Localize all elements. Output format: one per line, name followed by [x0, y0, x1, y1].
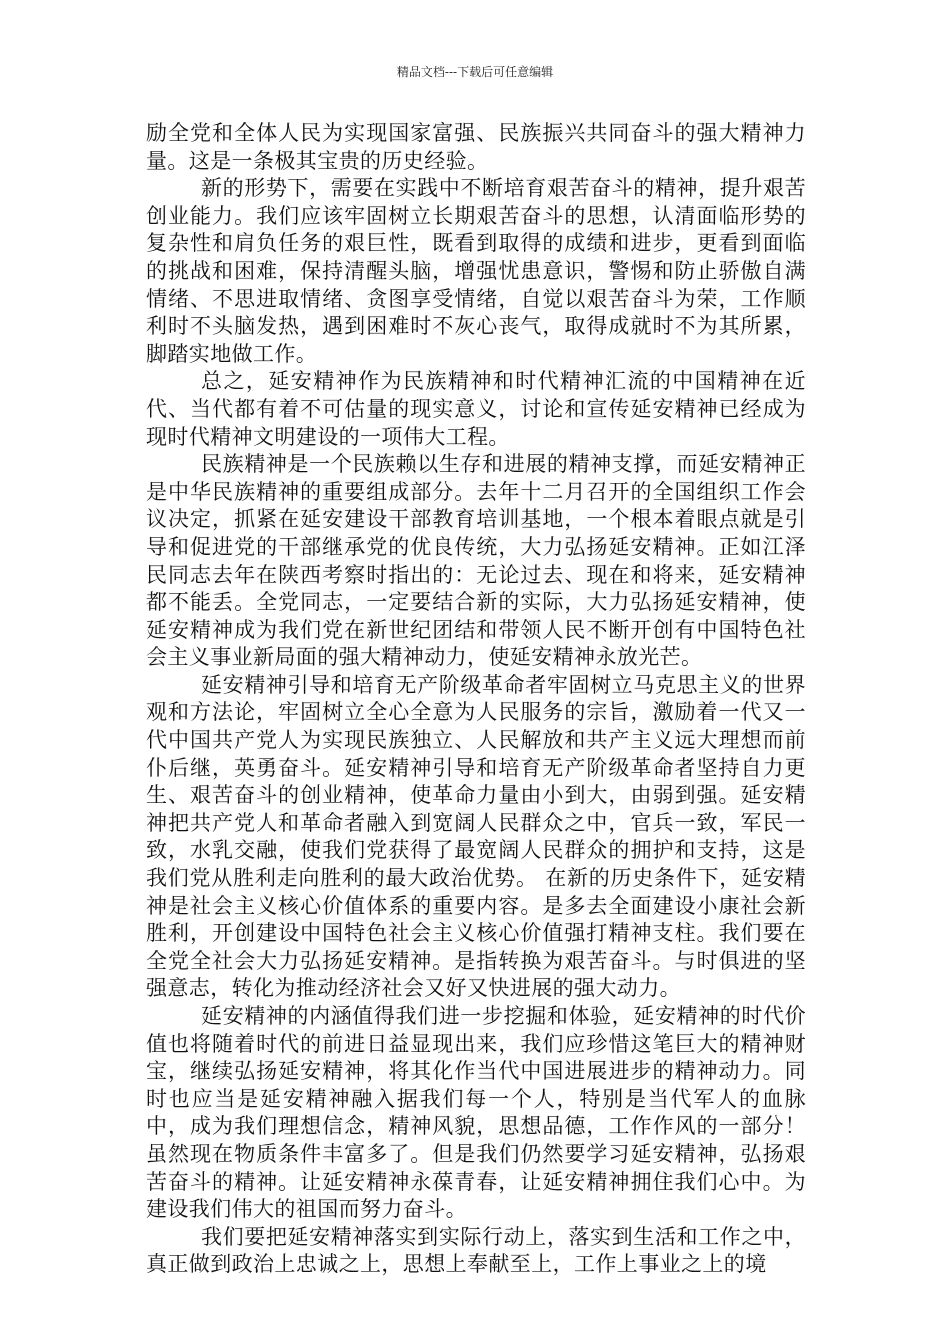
- paragraph-7: 我们要把延安精神落实到实际行动上，落实到生活和工作之中，真正做到政治上忠诚之上，思想上奉献至上，工作上事业之上的境: [146, 1224, 806, 1277]
- paragraph-6: 延安精神的内涵值得我们进一步挖掘和体验，延安精神的时代价值也将随着时代的前进日益显现出来，我们应珍惜这笔巨大的精神财宝，继续弘扬延安精神，将其化作当代中国进展进步的精神动力。同时也应当是延安精神融入据我们每一个人，特别是当代军人的血脉中，成为我们理想信念，精神风貌，思想品德，工作作风的一部分！虽然现在物质条件丰富多了。但是我们仍然要学习延安精神，弘扬艰苦奋斗的精神。让延安精神永葆青春，让延安精神拥住我们心中。为建设我们伟大的祖国而努力奋斗。: [146, 1004, 806, 1222]
- paragraph-2: 新的形势下，需要在实践中不断培育艰苦奋斗的精神，提升艰苦创业能力。我们应该牢固树立长期艰苦奋斗的思想，认清面临形势的复杂性和肩负任务的艰巨性，既看到取得的成绩和进步，更看到面临的挑战和困难，保持清醒头脑，增强忧患意识，警惕和防止骄傲自满情绪、不思进取情绪、贪图享受情绪，自觉以艰苦奋斗为荣，工作顺利时不头脑发热，遇到困难时不灰心丧气，取得成就时不为其所累，脚踏实地做工作。: [146, 176, 806, 366]
- paragraph-5: 延安精神引导和培育无产阶级革命者牢固树立马克思主义的世界观和方法论，牢固树立全心全意为人民服务的宗旨，激励着一代又一代中国共产党人为实现民族独立、人民解放和共产主义远大理想而前仆后继，英勇奋斗。延安精神引导和培育无产阶级革命者坚持自力更生、艰苦奋斗的创业精神，使革命力量由小到大，由弱到强。延安精神把共产党人和革命者融入到宽阔人民群众之中，官兵一致，军民一致，水乳交融，使我们党获得了最宽阔人民群众的拥护和支持，这是我们党从胜利走向胜利的最大政治优势。 在新的历史条件下，延安精神是社会主义核心价值体系的重要内容。是多去全面建设小康社会新胜利，开创建设中国特色社会主义核心价值强打精神支柱。我们要在全党全社会大力弘扬延安精神。是指转换为艰苦奋斗。与时俱进的坚强意志，转化为推动经济社会又好又快进展的强大动力。: [146, 672, 806, 1001]
- paragraph-4: 民族精神是一个民族赖以生存和进展的精神支撑，而延安精神正是中华民族精神的重要组成部分。去年十二月召开的全国组织工作会议决定，抓紧在延安建设干部教育培训基地，一个根本着眼点就是引导和促进党的干部继承党的优良传统，大力弘扬延安精神。正如江泽民同志去年在陕西考察时指出的：无论过去、现在和将来，延安精神都不能丢。全党同志，一定要结合新的实际，大力弘扬延安精神，使延安精神成为我们党在新世纪团结和带领人民不断开创有中国特色社会主义事业新局面的强大精神动力，使延安精神永放光芒。: [146, 452, 806, 670]
- paragraph-1: 励全党和全体人民为实现国家富强、民族振兴共同奋斗的强大精神力量。这是一条极其宝贵的历史经验。: [146, 121, 806, 173]
- paragraph-3: 总之，延安精神作为民族精神和时代精神汇流的中国精神在近代、当代都有着不可估量的现实意义，讨论和宣传延安精神已经成为现时代精神文明建设的一项伟大工程。: [146, 369, 806, 449]
- page-header: 精品文档---下载后可任意编辑: [396, 65, 554, 79]
- document-body: [146, 120, 806, 1279]
